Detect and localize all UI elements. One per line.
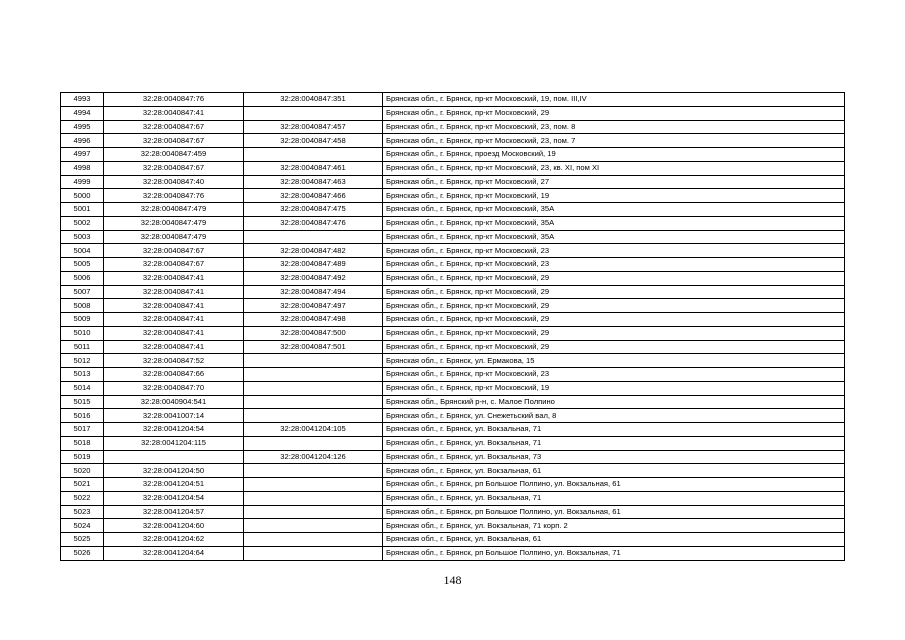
- related-cadastral-number-cell: 32:28:0040847:466: [244, 189, 383, 203]
- row-number-cell: 4995: [61, 120, 104, 134]
- address-cell: Брянская обл., г. Брянск, пр-кт Московский, 19: [383, 189, 845, 203]
- cadastral-number-cell: 32:28:0040847:67: [104, 258, 244, 272]
- cadastral-number-cell: 32:28:0040847:41: [104, 271, 244, 285]
- row-number-cell: 4993: [61, 93, 104, 107]
- address-cell: Брянская обл., г. Брянск, пр-кт Московский, 35А: [383, 203, 845, 217]
- related-cadastral-number-cell: 32:28:0040847:489: [244, 258, 383, 272]
- related-cadastral-number-cell: [244, 106, 383, 120]
- cadastral-number-cell: 32:28:0041204:64: [104, 546, 244, 560]
- related-cadastral-number-cell: 32:28:0041204:126: [244, 450, 383, 464]
- row-number-cell: 5017: [61, 423, 104, 437]
- table-row: [61, 505, 845, 519]
- cadastral-number-cell: 32:28:0040847:66: [104, 368, 244, 382]
- related-cadastral-number-cell: 32:28:0040847:492: [244, 271, 383, 285]
- address-cell: Брянская обл., г. Брянск, пр-кт Московский, 23, пом. 8: [383, 120, 845, 134]
- row-number-cell: 5022: [61, 491, 104, 505]
- related-cadastral-number-cell: 32:28:0040847:482: [244, 244, 383, 258]
- cadastral-number-cell: 32:28:0040847:41: [104, 285, 244, 299]
- row-number-cell: 5014: [61, 381, 104, 395]
- table-row: [61, 106, 845, 120]
- table-row: [61, 161, 845, 175]
- table-row: [61, 395, 845, 409]
- cadastral-number-cell: 32:28:0040904:541: [104, 395, 244, 409]
- row-number-cell: 5010: [61, 326, 104, 340]
- table-row: [61, 285, 845, 299]
- related-cadastral-number-cell: 32:28:0040847:475: [244, 203, 383, 217]
- cadastral-number-cell: 32:28:0040847:70: [104, 381, 244, 395]
- address-cell: Брянская обл., г. Брянск, пр-кт Московский, 29: [383, 313, 845, 327]
- cadastral-number-cell: 32:28:0041007:14: [104, 409, 244, 423]
- row-number-cell: 5009: [61, 313, 104, 327]
- related-cadastral-number-cell: [244, 395, 383, 409]
- address-cell: Брянская обл., г. Брянск, ул. Вокзальная, 73: [383, 450, 845, 464]
- address-cell: Брянская обл., г. Брянск, пр-кт Московский, 29: [383, 285, 845, 299]
- table-row: [61, 120, 845, 134]
- row-number-cell: 4994: [61, 106, 104, 120]
- table-row: [61, 93, 845, 107]
- cadastral-number-cell: 32:28:0040847:479: [104, 230, 244, 244]
- related-cadastral-number-cell: 32:28:0040847:500: [244, 326, 383, 340]
- address-cell: Брянская обл., г. Брянск, пр-кт Московский, 23: [383, 244, 845, 258]
- register-table-body: [61, 93, 845, 561]
- related-cadastral-number-cell: [244, 436, 383, 450]
- table-row: [61, 216, 845, 230]
- address-cell: Брянская обл., г. Брянск, ул. Вокзальная, 61: [383, 533, 845, 547]
- table-row: [61, 203, 845, 217]
- address-cell: Брянская обл., г. Брянск, пр-кт Московский, 35А: [383, 216, 845, 230]
- property-register-table: [60, 92, 845, 561]
- related-cadastral-number-cell: 32:28:0040847:498: [244, 313, 383, 327]
- address-cell: Брянская обл., г. Брянск, пр-кт Московский, 23, пом. 7: [383, 134, 845, 148]
- row-number-cell: 5024: [61, 519, 104, 533]
- table-row: [61, 381, 845, 395]
- address-cell: Брянская обл., г. Брянск, пр-кт Московский, 29: [383, 271, 845, 285]
- table-row: [61, 258, 845, 272]
- row-number-cell: 5011: [61, 340, 104, 354]
- related-cadastral-number-cell: [244, 381, 383, 395]
- table-row: [61, 436, 845, 450]
- row-number-cell: 5016: [61, 409, 104, 423]
- related-cadastral-number-cell: 32:28:0040847:351: [244, 93, 383, 107]
- row-number-cell: 4997: [61, 148, 104, 162]
- table-row: [61, 148, 845, 162]
- related-cadastral-number-cell: [244, 409, 383, 423]
- table-row: [61, 175, 845, 189]
- row-number-cell: 4996: [61, 134, 104, 148]
- page-number: 148: [443, 573, 462, 587]
- related-cadastral-number-cell: 32:28:0040847:458: [244, 134, 383, 148]
- address-cell: Брянская обл., г. Брянск, пр-кт Московский, 27: [383, 175, 845, 189]
- row-number-cell: 5015: [61, 395, 104, 409]
- table-row: [61, 189, 845, 203]
- address-cell: Брянская обл., г. Брянск, пр-кт Московский, 29: [383, 106, 845, 120]
- cadastral-number-cell: 32:28:0040847:41: [104, 313, 244, 327]
- related-cadastral-number-cell: 32:28:0040847:494: [244, 285, 383, 299]
- related-cadastral-number-cell: [244, 354, 383, 368]
- cadastral-number-cell: 32:28:0041204:54: [104, 423, 244, 437]
- row-number-cell: 4999: [61, 175, 104, 189]
- row-number-cell: 5012: [61, 354, 104, 368]
- related-cadastral-number-cell: [244, 533, 383, 547]
- address-cell: Брянская обл., г. Брянск, пр-кт Московский, 29: [383, 299, 845, 313]
- cadastral-number-cell: 32:28:0040847:479: [104, 203, 244, 217]
- cadastral-number-cell: 32:28:0040847:52: [104, 354, 244, 368]
- cadastral-number-cell: 32:28:0040847:67: [104, 134, 244, 148]
- related-cadastral-number-cell: 32:28:0041204:105: [244, 423, 383, 437]
- row-number-cell: 5023: [61, 505, 104, 519]
- cadastral-number-cell: 32:28:0040847:459: [104, 148, 244, 162]
- row-number-cell: 5006: [61, 271, 104, 285]
- address-cell: Брянская обл., г. Брянск, ул. Вокзальная, 71: [383, 491, 845, 505]
- address-cell: Брянская обл., г. Брянск, пр-кт Московский, 29: [383, 340, 845, 354]
- row-number-cell: 5018: [61, 436, 104, 450]
- table-row: [61, 464, 845, 478]
- address-cell: Брянская обл., г. Брянск, пр-кт Московский, 29: [383, 326, 845, 340]
- row-number-cell: 5019: [61, 450, 104, 464]
- table-row: [61, 354, 845, 368]
- related-cadastral-number-cell: 32:28:0040847:497: [244, 299, 383, 313]
- row-number-cell: 5005: [61, 258, 104, 272]
- row-number-cell: 5001: [61, 203, 104, 217]
- related-cadastral-number-cell: [244, 491, 383, 505]
- cadastral-number-cell: 32:28:0040847:41: [104, 299, 244, 313]
- table-row: [61, 271, 845, 285]
- cadastral-number-cell: 32:28:0041204:50: [104, 464, 244, 478]
- row-number-cell: 5020: [61, 464, 104, 478]
- row-number-cell: 5003: [61, 230, 104, 244]
- row-number-cell: 5026: [61, 546, 104, 560]
- related-cadastral-number-cell: [244, 368, 383, 382]
- cadastral-number-cell: 32:28:0041204:54: [104, 491, 244, 505]
- table-row: [61, 299, 845, 313]
- row-number-cell: 5007: [61, 285, 104, 299]
- cadastral-number-cell: 32:28:0040847:76: [104, 93, 244, 107]
- table-row: [61, 368, 845, 382]
- cadastral-number-cell: [104, 450, 244, 464]
- address-cell: Брянская обл., г. Брянск, рп Большое Полпино, ул. Вокзальная, 61: [383, 505, 845, 519]
- cadastral-number-cell: 32:28:0040847:479: [104, 216, 244, 230]
- table-row: [61, 491, 845, 505]
- row-number-cell: 4998: [61, 161, 104, 175]
- cadastral-number-cell: 32:28:0040847:40: [104, 175, 244, 189]
- related-cadastral-number-cell: 32:28:0040847:457: [244, 120, 383, 134]
- related-cadastral-number-cell: 32:28:0040847:461: [244, 161, 383, 175]
- address-cell: Брянская обл., г. Брянск, рп Большое Полпино, ул. Вокзальная, 71: [383, 546, 845, 560]
- address-cell: Брянская обл., г. Брянск, ул. Снежетьский вал, 8: [383, 409, 845, 423]
- row-number-cell: 5004: [61, 244, 104, 258]
- row-number-cell: 5000: [61, 189, 104, 203]
- cadastral-number-cell: 32:28:0040847:41: [104, 340, 244, 354]
- cadastral-number-cell: 32:28:0041204:51: [104, 478, 244, 492]
- cadastral-number-cell: 32:28:0040847:76: [104, 189, 244, 203]
- address-cell: Брянская обл., г. Брянск, пр-кт Московский, 19, пом. III,IV: [383, 93, 845, 107]
- related-cadastral-number-cell: [244, 546, 383, 560]
- table-row: [61, 519, 845, 533]
- address-cell: Брянская обл., Брянский р-н, с. Малое Полпино: [383, 395, 845, 409]
- cadastral-number-cell: 32:28:0040847:67: [104, 161, 244, 175]
- table-row: [61, 326, 845, 340]
- address-cell: Брянская обл., г. Брянск, пр-кт Московский, 23, кв. XI, пом XI: [383, 161, 845, 175]
- related-cadastral-number-cell: 32:28:0040847:476: [244, 216, 383, 230]
- related-cadastral-number-cell: [244, 505, 383, 519]
- cadastral-number-cell: 32:28:0040847:67: [104, 120, 244, 134]
- row-number-cell: 5025: [61, 533, 104, 547]
- address-cell: Брянская обл., г. Брянск, ул. Ермакова, 15: [383, 354, 845, 368]
- cadastral-number-cell: 32:28:0041204:57: [104, 505, 244, 519]
- cadastral-number-cell: 32:28:0041204:60: [104, 519, 244, 533]
- row-number-cell: 5013: [61, 368, 104, 382]
- address-cell: Брянская обл., г. Брянск, пр-кт Московский, 35А: [383, 230, 845, 244]
- address-cell: Брянская обл., г. Брянск, пр-кт Московский, 19: [383, 381, 845, 395]
- table-row: [61, 478, 845, 492]
- cadastral-number-cell: 32:28:0040847:67: [104, 244, 244, 258]
- address-cell: Брянская обл., г. Брянск, пр-кт Московский, 23: [383, 258, 845, 272]
- related-cadastral-number-cell: [244, 464, 383, 478]
- row-number-cell: 5008: [61, 299, 104, 313]
- related-cadastral-number-cell: 32:28:0040847:501: [244, 340, 383, 354]
- table-row: [61, 533, 845, 547]
- address-cell: Брянская обл., г. Брянск, рп Большое Полпино, ул. Вокзальная, 61: [383, 478, 845, 492]
- table-row: [61, 244, 845, 258]
- table-row: [61, 450, 845, 464]
- row-number-cell: 5021: [61, 478, 104, 492]
- cadastral-number-cell: 32:28:0041204:62: [104, 533, 244, 547]
- related-cadastral-number-cell: [244, 519, 383, 533]
- address-cell: Брянская обл., г. Брянск, ул. Вокзальная, 61: [383, 464, 845, 478]
- table-row: [61, 409, 845, 423]
- address-cell: Брянская обл., г. Брянск, ул. Вокзальная, 71: [383, 436, 845, 450]
- cadastral-number-cell: 32:28:0040847:41: [104, 326, 244, 340]
- related-cadastral-number-cell: [244, 478, 383, 492]
- row-number-cell: 5002: [61, 216, 104, 230]
- table-row: [61, 423, 845, 437]
- table-row: [61, 134, 845, 148]
- cadastral-number-cell: 32:28:0040847:41: [104, 106, 244, 120]
- table-row: [61, 230, 845, 244]
- table-row: [61, 313, 845, 327]
- related-cadastral-number-cell: 32:28:0040847:463: [244, 175, 383, 189]
- related-cadastral-number-cell: [244, 230, 383, 244]
- related-cadastral-number-cell: [244, 148, 383, 162]
- table-row: [61, 546, 845, 560]
- address-cell: Брянская обл., г. Брянск, ул. Вокзальная, 71 корп. 2: [383, 519, 845, 533]
- cadastral-number-cell: 32:28:0041204:115: [104, 436, 244, 450]
- table-row: [61, 340, 845, 354]
- address-cell: Брянская обл., г. Брянск, проезд Московский, 19: [383, 148, 845, 162]
- address-cell: Брянская обл., г. Брянск, пр-кт Московский, 23: [383, 368, 845, 382]
- address-cell: Брянская обл., г. Брянск, ул. Вокзальная, 71: [383, 423, 845, 437]
